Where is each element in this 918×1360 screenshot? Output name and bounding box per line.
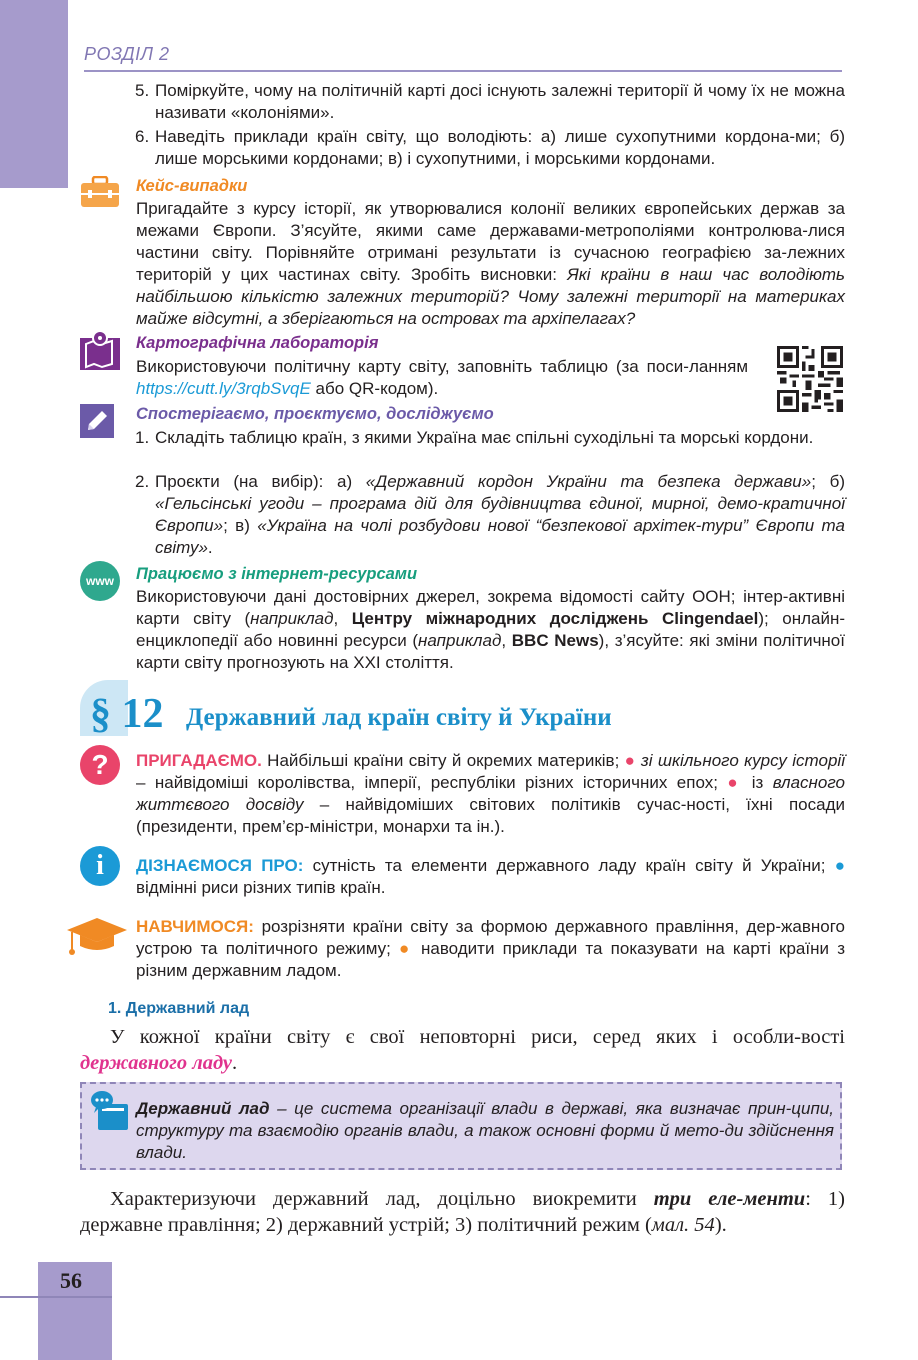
sidebar-band-top: [0, 0, 68, 188]
observe-item-number: 1.: [135, 428, 150, 447]
qr-code-icon[interactable]: [776, 346, 844, 412]
skills-caption: НАВЧИМОСЯ:: [136, 917, 254, 936]
book-chat-icon: [90, 1090, 130, 1134]
cases-italic: Які країни в наш час володіють найбільшою кількістю залежних територій? Чому залежні території на материках майже відсутні, а зберігаються на островах та архіпелагах?: [136, 265, 845, 328]
cases-text: [136, 198, 845, 330]
subsection-title: 1. Державний лад: [108, 1000, 250, 1017]
map-pin-icon: [80, 330, 120, 370]
briefcase-icon: [80, 176, 120, 208]
question-number: 5.: [135, 81, 150, 100]
learn-caption: ДІЗНАЄМОСЯ ПРО:: [136, 856, 304, 875]
question-text: Поміркуйте, чому на політичній карті досі існують залежні території й чому їх не можна називати «колоніями».: [155, 81, 845, 122]
definition-term: Державний лад: [136, 1099, 270, 1118]
recall-caption: ПРИГАДАЄМО.: [136, 751, 262, 770]
body-paragraph-1: У кожної країни світу є свої неповторні риси, серед яких і особли-вості державного ладу.: [80, 1026, 845, 1074]
question-icon: ?: [80, 745, 120, 785]
header-rule: [84, 70, 842, 72]
question-number: 6.: [135, 127, 150, 146]
skills-text: НАВЧИМОСЯ: розрізняти країни світу за формою державного правління, дер-жавного устрою та політичного режиму; ● наводити приклади та показувати на карті країни з різним державним ладом.: [136, 917, 845, 980]
paragraph-title: Державний лад країн світу й України: [186, 704, 612, 731]
question-text: Наведіть приклади країн світу, що володіють: а) лише сухопутними кордона-ми; б) лише морськими кордонами; в) і сухопутними, і морськими кордонами.: [155, 127, 845, 168]
observe-item-text: Складіть таблицю країн, з якими Україна має спільні суходільні та морські кордони.: [155, 428, 814, 447]
cases-heading: Кейс-випадки: [136, 177, 248, 195]
www-icon: www: [80, 561, 120, 601]
internet-heading: Працюємо з інтернет-ресурсами: [136, 565, 418, 583]
lab-link[interactable]: https://cutt.ly/3rqbSvqE: [136, 379, 311, 398]
term-emphasis: три еле-менти: [653, 1188, 806, 1210]
recall-text: ПРИГАДАЄМО. Найбільші країни світу й окремих материків; ● зі шкільного курсу історії – найвідоміші королівства, імперії, республіки різних історичних епох; ● із власного життєвого досвіду – найвідоміших світових політиків сучас-ності, їхні посади (президенти, прем’єр-міністри, монархи та ін.).: [136, 751, 845, 836]
paragraph-number: § 12: [90, 691, 164, 737]
cases-body: Пригадайте з курсу історії, як утворювалися колонії великих європейських держав за межами Європи. З’ясуйте, якими саме державами-метрополіями контролюва-лися частини світу. Порівняйте отримані результати із сучасною географією за-лежних територій у цих частинах світу. Зробіть висновки:: [136, 199, 845, 284]
definition-text: Державний лад – це система організації влади в державі, яка визначає прин-ципи, структуру та взаємодію органів влади, а також основні форми й мето-ди здійснення влади.: [136, 1099, 835, 1162]
lab-text-part: або QR-кодом).: [310, 379, 439, 398]
observe-heading: Спостерігаємо, проєктуємо, досліджуємо: [136, 405, 494, 423]
learn-text: ДІЗНАЄМОСЯ ПРО: сутність та елементи державного ладу країн світу й України; ● відмінні риси різних типів країн.: [136, 856, 846, 897]
section-title: РОЗДІЛ 2: [84, 44, 170, 64]
bottom-divider: [0, 1296, 112, 1298]
internet-text: Використовуючи дані достовірних джерел, зокрема відомості сайту ООН; інтер-активні карти світу (наприклад, Центру міжнародних досліджень Clingendael); онлайн-енциклопедії або новинні ресурси (наприклад, BBC News), з’ясуйте: які зміни політичної карти світу прогнозують на XXI століття.: [136, 587, 846, 672]
lab-heading: Картографічна лабораторія: [136, 334, 379, 352]
observe-item-1: [135, 427, 845, 449]
graduation-cap-icon: [66, 916, 128, 958]
figure-ref[interactable]: мал. 54: [651, 1214, 715, 1236]
observe-item-number: 2.: [135, 472, 150, 491]
observe-item-2: [135, 471, 845, 559]
pencil-icon: [80, 404, 114, 438]
lab-text: [136, 356, 748, 400]
question-5: [135, 80, 845, 124]
lab-text-part: Використовуючи політичну карту світу, заповніть таблицю (за поси-ланням: [136, 357, 748, 376]
info-icon: i: [80, 846, 120, 886]
term-highlight: державного ладу: [80, 1052, 233, 1074]
body-paragraph-2: Характеризуючи державний лад, доцільно виокремити три еле-менти: 1) державне правління; 2) державний устрій; 3) політичний режим (мал. 54).: [80, 1188, 845, 1236]
question-6: [135, 126, 845, 170]
observe-item-text: Проєкти (на вибір): а) «Державний кордон України та безпека держави»; б) «Гельсінські угоди – програма дій для будівництва єдиної, мирної, демо-кратичної Європи»; в) «Україна на чолі розбудови нової “безпекової архітек-тури” Європи та світу».: [155, 472, 845, 557]
page-number: 56: [60, 1268, 82, 1293]
